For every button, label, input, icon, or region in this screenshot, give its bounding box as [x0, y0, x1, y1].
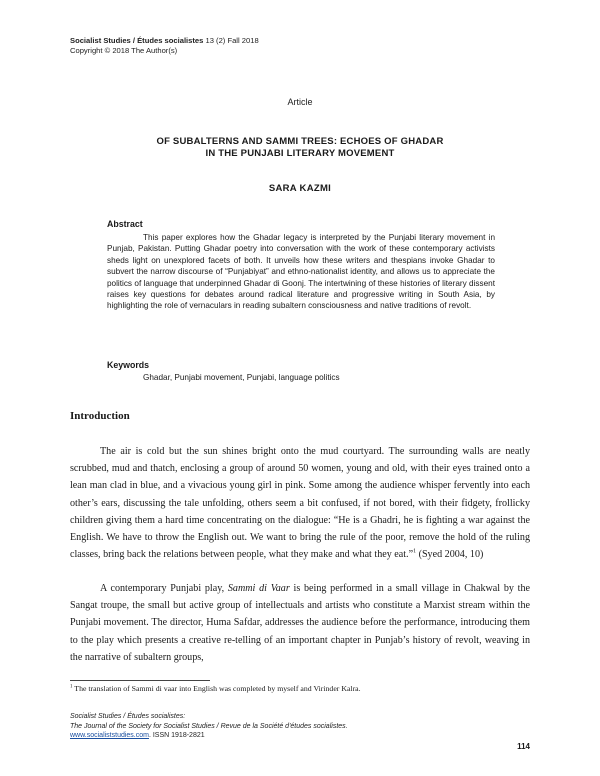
title-line-2: IN THE PUNJABI LITERARY MOVEMENT: [205, 148, 395, 159]
paragraph-1: [70, 443, 530, 563]
article-label: Article: [287, 97, 313, 107]
footnote-ref[interactable]: 1: [413, 548, 417, 555]
issn: . ISSN 1918-2821: [148, 732, 205, 740]
play-title: Sammi di Vaar: [227, 583, 290, 594]
issue-info: 13 (2) Fall 2018: [205, 36, 259, 45]
title-line-1: OF SUBALTERNS AND SAMMI TREES: ECHOES OF GHADAR: [156, 136, 444, 147]
article-title: [90, 136, 510, 160]
author-name: SARA KAZMI: [268, 183, 332, 194]
introduction-heading: Introduction: [70, 410, 130, 422]
footnote: [70, 684, 361, 693]
page-footer: [70, 712, 348, 741]
paragraph-2: [70, 580, 530, 666]
abstract-heading: Abstract: [107, 219, 143, 229]
footnote-divider: [70, 680, 210, 681]
footer-journal: Socialist Studies / Études socialistes:: [70, 713, 186, 720]
journal-name: Socialist Studies / Études socialistes: [70, 36, 204, 45]
paragraph-1-text: The air is cold but the sun shines bright onto the mud courtyard. The surrounding walls are neatly scrubbed, mud and thatch, enclosing a group of around 50 women, young and old, with their eyes trained onto a lean man clad in blue, and a vivacious young girl in pink. Some among the audience whisper fervently into each other’s ears, discussing the tale unfolding, others seem a bit confused, if not bored, with their fidgety, frollicky children giving them a hard time concentrating on the dialogue: “He is a Ghadri, he is fighting a war against the English. We have to throw the English out. We want to bring the rule of the poor, remove the hold of the ruling classes, bring back the relations between people, what they make and what they eat.”: [70, 446, 530, 561]
running-header: [70, 36, 259, 56]
paragraph-2-pre: A contemporary Punjabi play,: [100, 583, 228, 594]
citation: (Syed 2004, 10): [416, 549, 484, 561]
footer-journal-full: The Journal of the Society for Socialist Studies / Revue de la Société d'études socialistes.: [70, 722, 348, 730]
copyright: Copyright © 2018 The Author(s): [70, 46, 178, 55]
page-number: 114: [517, 742, 530, 751]
keywords-heading: Keywords: [107, 360, 150, 370]
footnote-marker: 1: [70, 684, 73, 690]
footnote-text: The translation of Sammi di vaar into English was completed by myself and Virinder Kalra.: [72, 684, 361, 693]
journal-link[interactable]: www.socialiststudies.com: [70, 732, 149, 740]
paragraph-2-post: is being performed in a small village in Chakwal by the Sangat troupe, the small but active group of intellectuals and artists who constitute a Marxist stream within the Punjabi movement. The director, Huma Safdar, addresses the audience before the performance, introducing them to the play which presents a creative re-telling of an important chapter in Punjab’s history of revolt, weaving in the narrative of subaltern groups,: [70, 583, 530, 663]
keywords-text: Ghadar, Punjabi movement, Punjabi, language politics: [143, 373, 340, 382]
abstract-text: This paper explores how the Ghadar legacy is interpreted by the Punjabi literary movement in Punjab, Pakistan. Putting Ghadar poetry into conversation with the work of these contemporary activists sheds light on unexplored facets of both. It unveils how these writers and thespians invoke Ghadar to subvert the narrow discourse of “Punjabiyat” and ethno-nationalist identity, and allows us to appreciate the politics of language that underpinned Ghadar di Goonj. The intertwining of these histories of literary dissent raises key questions for debates around radical literature and progressive writing in South Asia, by highlighting the role of vernaculars in reading subaltern consciousness and native traditions of revolt.: [107, 233, 495, 311]
